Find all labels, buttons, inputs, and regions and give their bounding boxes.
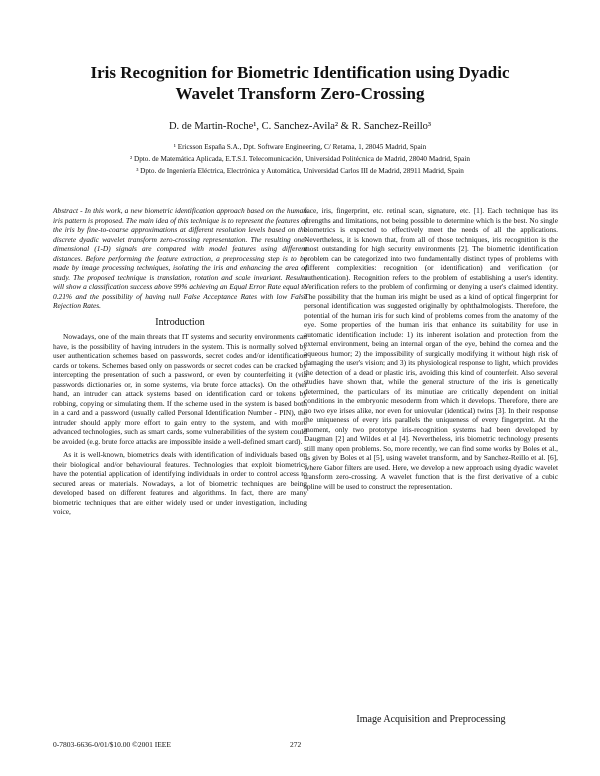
left-column — [53, 206, 307, 517]
intro-paragraph-1: Nowadays, one of the main threats that IT systems and security environments can have, is the possibility of having intruders in the system. This is normally solved by user authentication schemes based on passwords, secret codes and/or identification cards or tokens. Schemes based only on passwords or secret codes can be cracked by intercepting the presentation of such a password, or even by counterfeiting it (via passwords dictionaries or, in some systems, via brute force attacks). On the other hand, an intruder can attack systems based on identification card or tokens by robbing, copying or simulating them. If the scheme used in the system is based both in a card and a password (usually called Personal Identification Number - PIN), the intruder should apply more effort to gain entry to the system, and with more advanced technologies, such as smart cards, some vulnerabilities of the system could be avoided (e.g. brute force attacks are impossible inside a well-defined smart card). — [53, 332, 307, 446]
section-heading-introduction: Introduction — [155, 316, 205, 328]
affiliation-2: ² Dpto. de Matemática Aplicada, E.T.S.I. Telecomunicación, Universidad Politécnica de Madrid, 28040 Madrid, Spain — [130, 155, 470, 163]
page-number: 272 — [290, 740, 302, 749]
author-list: D. de Martin-Roche¹, C. Sanchez-Avila² & R. Sanchez-Reillo³ — [168, 121, 432, 132]
abstract: Abstract - In this work, a new biometric identification approach based on the human iris pattern is proposed. The main idea of this technique is to represent the features of the iris by fine-to-coarse approximations at different resolution levels based on the discrete dyadic wavelet transform zero-crossing representation. The resulting one-dimensional (1-D) signals are compared with model features using different distances. Before performing the feature extraction, a preprocessing step is to be made by image processing techniques, isolating the iris and enhancing the area of study. The proposed technique is translation, rotation and scale invariant. Results will show a classification success above 99% achieving an Equal Error Rate equal to 0.21% and the possibility of having null False Acceptance Rates with low False Rejection Rates. — [53, 206, 307, 310]
affiliation-1: ¹ Ericsson España S.A., Dpt. Software Engineering, C/ Retama, 1, 28045 Madrid, Spain — [173, 143, 427, 151]
title-line-2: Wavelet Transform Zero-Crossing — [175, 84, 425, 103]
intro-paragraph-2: As it is well-known, biometrics deals with identification of individuals based on their biological and/or behavioural features. Technologies that exploit biometrics have the potential application of identifying individuals in order to control access to secured areas or materials. Nowadays, a lot of biometric techniques are being developed based on different features and algorithms. In fact, there are many biometric techniques that are either widely used or under investigation, including voice, — [53, 450, 307, 516]
section-heading-image-acquisition: Image Acquisition and Preprocessing — [356, 714, 506, 725]
title-line-1: Iris Recognition for Biometric Identification using Dyadic — [90, 63, 510, 82]
paper-title — [40, 62, 560, 104]
affiliation-3: ³ Dpto. de Ingeniería Eléctrica, Electrónica y Automática, Universidad Carlos III de Madrid, 28911 Madrid, Spain — [136, 167, 464, 175]
right-paragraph-1: face, iris, fingerprint, etc. retinal scan, signature, etc. [1]. Each technique has its strengths and limitations, not being possible to determine which is the best. No single biometrics is expected to effectively meet the needs of all the applications. Nevertheless, it is known that, from all of those techniques, iris recognition is the most outstanding for high security environments [2]. The biometric identification problem can be categorized into two fundamentally distinct types of problems with different complexities: recognition (or identification) and verification (or authentication). Recognition refers to the problem of establishing a user's identity. Verification refers to the problem of confirming or denying a user's claimed identity. The possibility that the human iris might be used as a kind of optical fingerprint for personal identification was suggested originally by ophthalmologists. Therefore, the potential of the human iris for such kind of problems comes from the anatomy of the eye. Some properties of the human iris that enhance its suitability for use in automatic identification include: 1) its inherent isolation and protection from the external environment, being an internal organ of the eye, behind the cornea and the aqueous humor; 2) the impossibility of surgically modifying it without high risk of damaging the user's vision; and 3) its physiological response to light, which provides the detection of a dead or plastic iris, avoiding this kind of counterfeit. Also several studies have shown that, while the general structure of the iris is genetically determined, the particulars of its minutiae are critically dependent on initial conditions in the embryonic mesoderm from which it develops. Therefore, there are no two eye irises alike, nor even for uniovular (identical) twins [3]. In their response the uniqueness of every iris parallels the uniqueness of every fingerprint. At the moment, only two prototype iris-recognition systems had been developed by Daugman [2] and Wildes et al [4]. Nevertheless, iris biometric technology presents still many open problems. So, more recently, we can find some works by Boles et al., as given by Boles et al [5], using wavelet transform, and by Sanchez-Reillo et al. [6], where Gabor filters are used. Here, we develop a new approach using dyadic wavelet transform zero-crossing. A wavelet function that is the first derivative of a cubic spline will be used to construct the representation. — [304, 206, 558, 491]
footer-isbn: 0-7803-6636-0/01/$10.00 ©2001 IEEE — [53, 740, 171, 749]
right-column — [304, 206, 558, 491]
